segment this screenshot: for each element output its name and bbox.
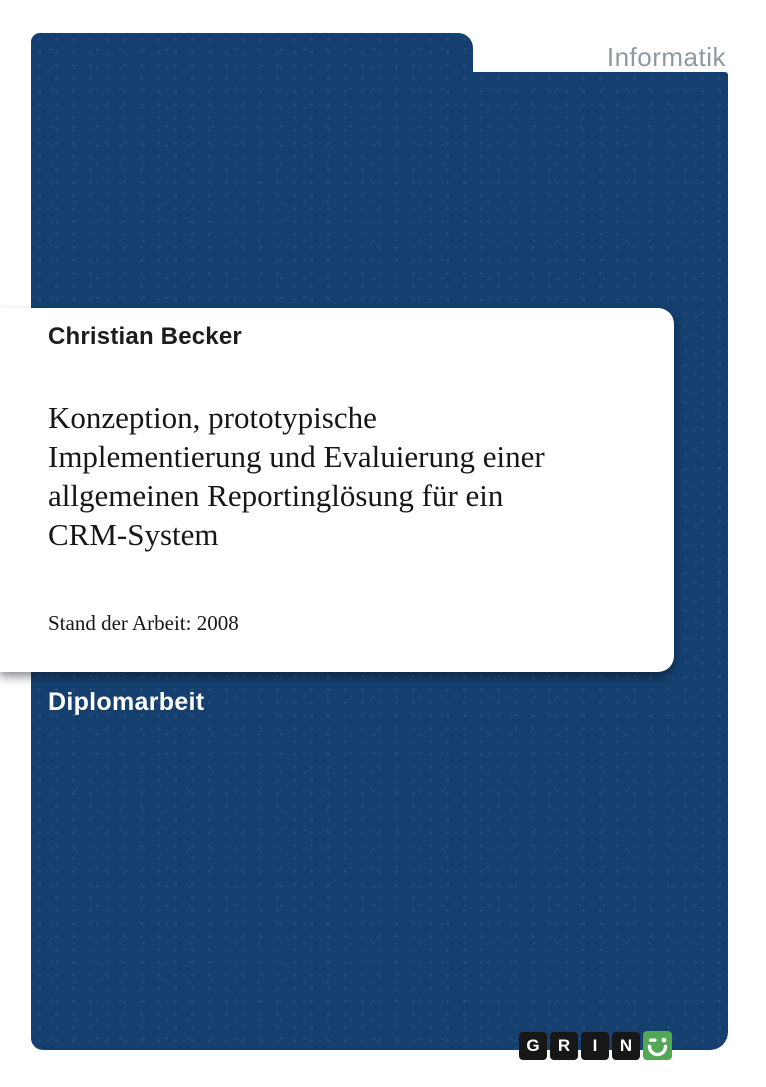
grin-smiley-icon [643,1031,672,1060]
grin-logo [519,1032,672,1060]
title-line: CRM-System [48,517,219,552]
document-type-label: Diplomarbeit [48,688,205,716]
title-card [0,308,674,672]
category-label: Informatik [606,42,726,72]
logo-tile-r: R [550,1032,578,1060]
book-title [48,398,648,554]
author-name: Christian Becker [48,323,242,350]
logo-tile-n: N [612,1032,640,1060]
logo-tile-i: I [581,1032,609,1060]
subtitle: Stand der Arbeit: 2008 [48,611,239,635]
logo-tile-g: G [519,1032,547,1060]
title-line: Implementierung und Evaluierung einer [48,439,545,474]
title-line: Konzeption, prototypische [48,400,377,435]
title-line: allgemeinen Reportinglösung für ein [48,478,504,513]
